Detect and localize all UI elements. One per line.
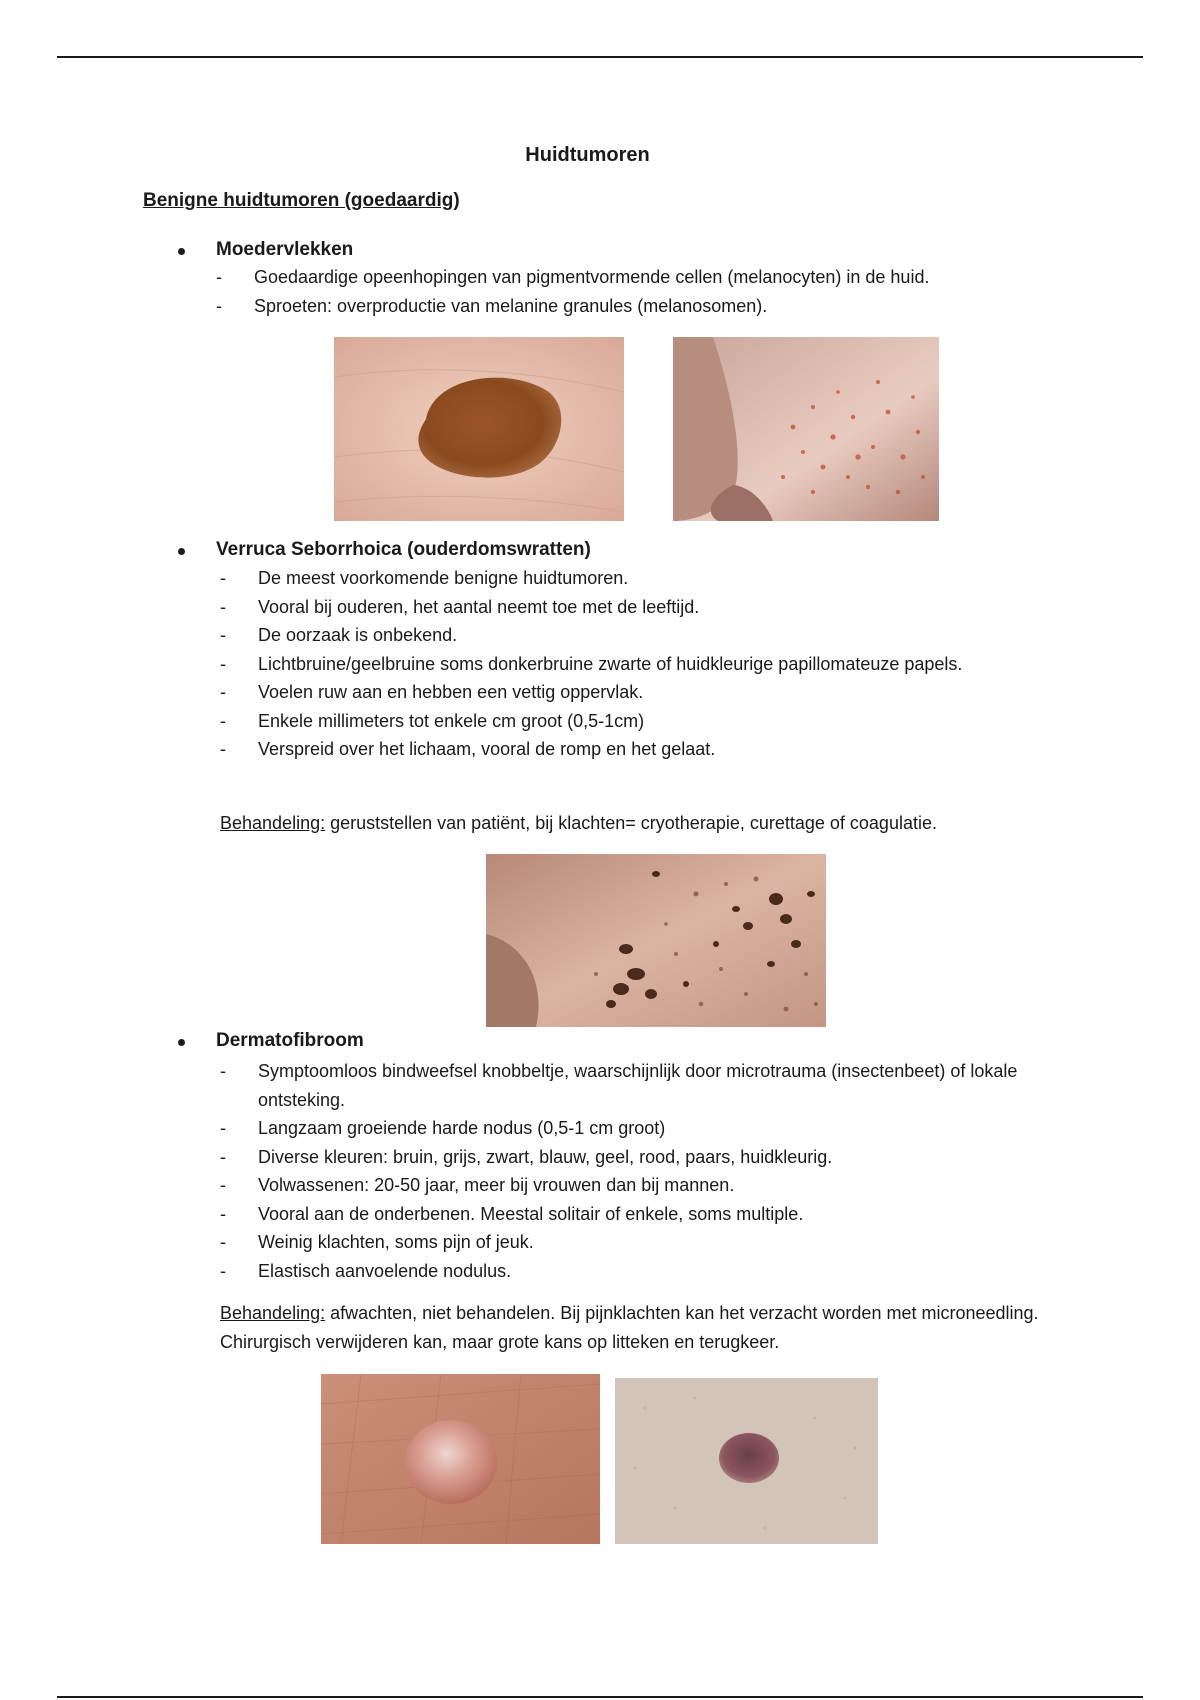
dermatofibroom-photo-1 <box>321 1374 600 1544</box>
freckles-photo <box>673 337 939 521</box>
bullet-dot <box>178 1039 185 1046</box>
dermatofibroom-photo-2 <box>615 1378 878 1544</box>
bullet-dot <box>178 548 185 555</box>
list-verruca <box>220 564 1020 764</box>
list-item: - Lichtbruine/geelbruine soms donkerbruine zwarte of huidkleurige papillomateuze papels. <box>220 650 1020 679</box>
list-item: - De oorzaak is onbekend. <box>220 621 1020 650</box>
list-item: - Enkele millimeters tot enkele cm groot (0,5-1cm) <box>220 707 1020 736</box>
list-item: - Symptoomloos bindweefsel knobbeltje, waarschijnlijk door microtrauma (insectenbeet) of lokale ontsteking. <box>220 1057 1090 1114</box>
treatment-label: Behandeling: <box>220 813 326 833</box>
list-item: - Sproeten: overproductie van melanine granules (melanosomen). <box>216 292 1056 321</box>
list-item: - De meest voorkomende benigne huidtumoren. <box>220 564 1020 593</box>
treatment-verruca <box>220 809 1070 838</box>
heading-dermatofibroom: Dermatofibroom <box>216 1030 364 1051</box>
list-item: - Volwassenen: 20-50 jaar, meer bij vrouwen dan bij mannen. <box>220 1171 1090 1200</box>
list-item: - Langzaam groeiende harde nodus (0,5-1 cm groot) <box>220 1114 1090 1143</box>
list-item: - Vooral aan de onderbenen. Meestal solitair of enkele, soms multiple. <box>220 1200 1090 1229</box>
list-dermatofibroom <box>220 1057 1090 1285</box>
treatment-label: Behandeling: <box>220 1303 326 1323</box>
list-item: - Diverse kleuren: bruin, grijs, zwart, blauw, geel, rood, paars, huidkleurig. <box>220 1143 1090 1172</box>
list-item: - Weinig klachten, soms pijn of jeuk. <box>220 1228 1090 1257</box>
mole-photo <box>334 337 624 521</box>
list-item: - Voelen ruw aan en hebben een vettig oppervlak. <box>220 678 1020 707</box>
section-heading: Benigne huidtumoren (goedaardig) <box>143 190 460 211</box>
treatment-text: geruststellen van patiënt, bij klachten= cryotherapie, curettage of coagulatie. <box>325 813 937 833</box>
treatment-dermatofibroom <box>220 1299 1050 1356</box>
list-item: - Elastisch aanvoelende nodulus. <box>220 1257 1090 1286</box>
list-moedervlekken <box>216 263 1056 320</box>
header-rule <box>57 56 1143 58</box>
list-item: - Vooral bij ouderen, het aantal neemt toe met de leeftijd. <box>220 593 1020 622</box>
page-title: Huidtumoren <box>525 144 650 166</box>
heading-moedervlekken: Moedervlekken <box>216 239 354 260</box>
list-item: - Verspreid over het lichaam, vooral de romp en het gelaat. <box>220 735 1020 764</box>
footer-rule <box>57 1696 1143 1698</box>
heading-verruca: Verruca Seborrhoica (ouderdomswratten) <box>216 539 591 560</box>
list-item: - Goedaardige opeenhopingen van pigmentvormende cellen (melanocyten) in de huid. <box>216 263 1056 292</box>
treatment-text: afwachten, niet behandelen. Bij pijnklachten kan het verzacht worden met microneedling. Chirurgisch verwijderen kan, maar grote kans op litteken en terugkeer. <box>220 1303 1039 1352</box>
verruca-photo <box>486 854 826 1027</box>
bullet-dot <box>178 248 185 255</box>
